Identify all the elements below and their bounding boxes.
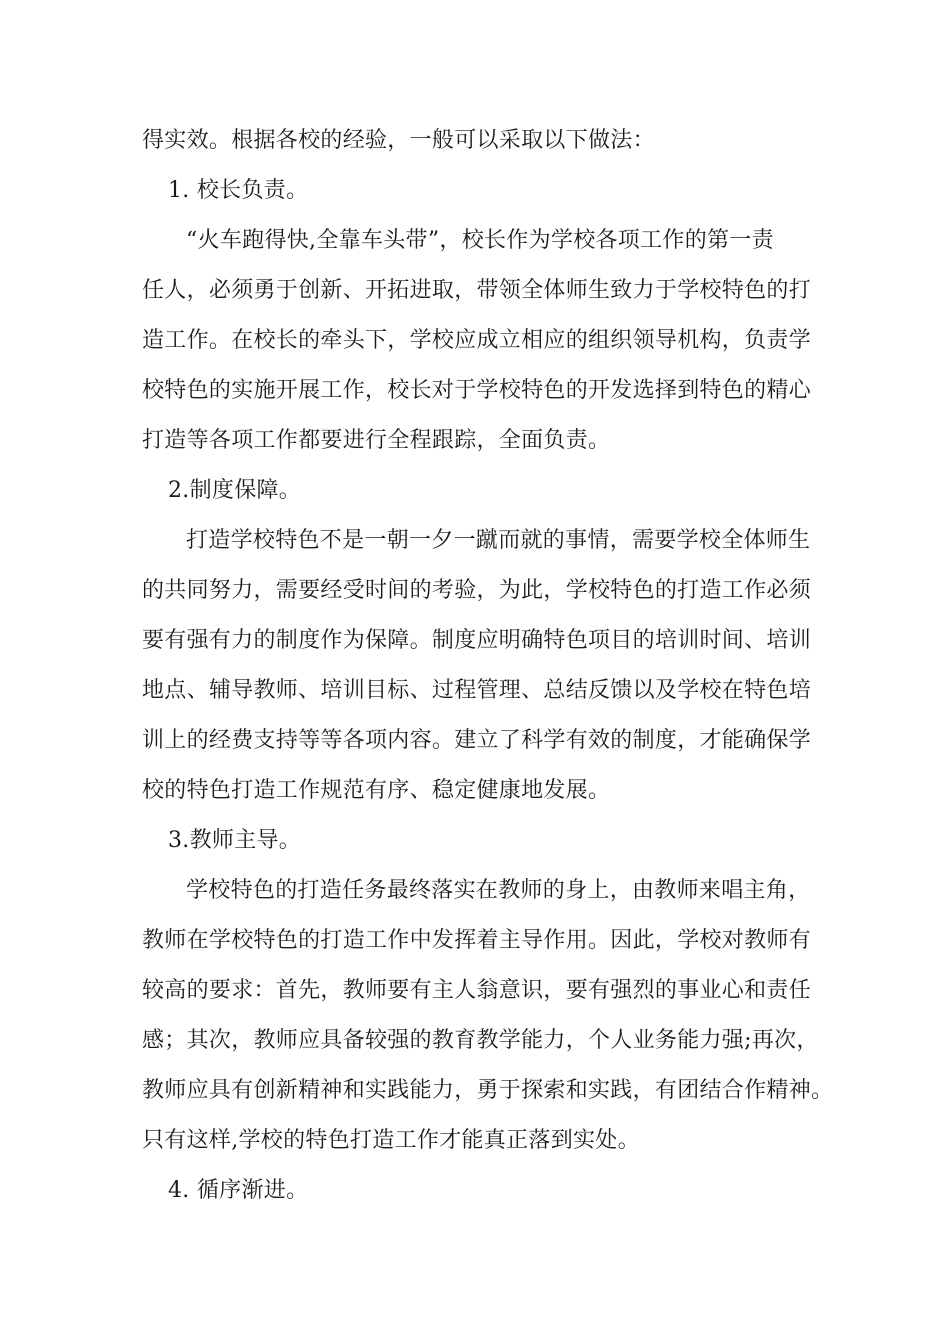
paragraph-line: 感；其次，教师应具备较强的教育教学能力，个人业务能力强;再次， [142, 1028, 819, 1053]
paragraph-line: 打造学校特色不是一朝一夕一蹴而就的事情，需要学校全体师生 [186, 528, 811, 553]
paragraph-line: 较高的要求：首先，教师要有主人翁意识，要有强烈的事业心和责任 [142, 978, 812, 1003]
paragraph-line: 得实效。根据各校的经验，一般可以采取以下做法： [142, 128, 655, 153]
paragraph-line: 教师应具有创新精神和实践能力，勇于探索和实践，有团结合作精神。 [142, 1078, 834, 1103]
section-heading-principal: 1. 校长负责。 [168, 178, 309, 203]
paragraph-line: 训上的经费支持等等各项内容。建立了科学有效的制度，才能确保学 [142, 728, 812, 753]
paragraph-line: 任人，必须勇于创新、开拓进取，带领全体师生致力于学校特色的打 [142, 278, 812, 303]
paragraph-line: 地点、辅导教师、培训目标、过程管理、总结反馈以及学校在特色培 [142, 678, 812, 703]
paragraph-line: 的共同努力，需要经受时间的考验，为此，学校特色的打造工作必须 [142, 578, 812, 603]
paragraph-line: 要有强有力的制度作为保障。制度应明确特色项目的培训时间、培训 [142, 628, 812, 653]
paragraph-line: 教师在学校特色的打造工作中发挥着主导作用。因此，学校对教师有 [142, 928, 812, 953]
section-heading-system: 2.制度保障。 [168, 478, 302, 503]
paragraph-line: 校特色的实施开展工作，校长对于学校特色的开发选择到特色的精心 [142, 378, 812, 403]
section-heading-gradual: 4. 循序渐进。 [168, 1178, 309, 1203]
section-heading-teacher: 3.教师主导。 [168, 828, 302, 853]
paragraph-line: “火车跑得快,全靠车头带”，校长作为学校各项工作的第一责 [186, 228, 774, 253]
paragraph-line: 校的特色打造工作规范有序、稳定健康地发展。 [142, 778, 611, 803]
paragraph-line: 打造等各项工作都要进行全程跟踪，全面负责。 [142, 428, 611, 453]
paragraph-line: 造工作。在校长的牵头下，学校应成立相应的组织领导机构，负责学 [142, 328, 812, 353]
paragraph-line: 学校特色的打造任务最终落实在教师的身上，由教师来唱主角， [186, 878, 811, 903]
paragraph-line: 只有这样,学校的特色打造工作才能真正落到实处。 [142, 1128, 640, 1153]
